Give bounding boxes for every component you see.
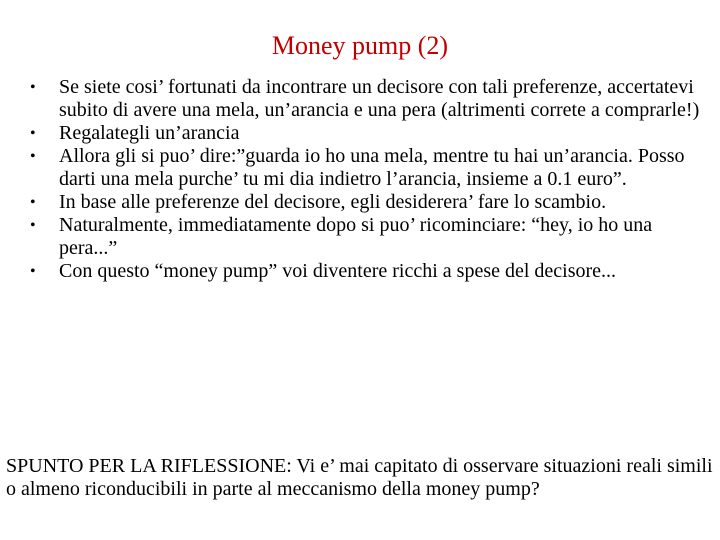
bullet-item [0,191,700,214]
bullet-icon: • [30,79,36,96]
bullet-text: Allora gli si puo’ dire:”guarda io ho una mela, mentre tu hai un’arancia. Posso darti una mela purche’ tu mi dia indietro l’arancia, insieme a 0.1 euro”. [59,145,685,190]
bullet-icon: • [30,148,36,165]
slide-title: Money pump (2) [271,31,449,60]
bullet-icon: • [30,263,36,280]
bullet-text: Se siete cosi’ fortunati da incontrare un decisore con tali preferenze, accertatevi subito di avere una mela, un’arancia e una pera (altrimenti correte a comprarle!) [59,76,700,121]
bullet-item [0,122,700,145]
bullet-text: Con questo “money pump” voi diventere ricchi a spese del decisore... [59,260,617,282]
reflection-prompt: SPUNTO PER LA RIFLESSIONE: Vi e’ mai capitato di osservare situazioni reali simili o almeno riconducibili in parte al meccanismo della money pump? [6,455,713,500]
bullet-text: In base alle preferenze del decisore, egli desiderera’ fare lo scambio. [59,191,607,213]
bullet-text: Regalategli un’arancia [59,122,240,144]
bullet-item [0,260,700,283]
bullet-item [0,145,700,191]
bullet-icon: • [30,194,36,211]
bullet-icon: • [30,217,36,234]
bullet-text: Naturalmente, immediatamente dopo si puo’ ricominciare: “hey, io ho una pera...” [59,214,653,259]
bullet-item [0,214,700,260]
bullet-item [0,76,700,122]
bullet-icon: • [30,125,36,142]
bullet-list [0,76,700,283]
